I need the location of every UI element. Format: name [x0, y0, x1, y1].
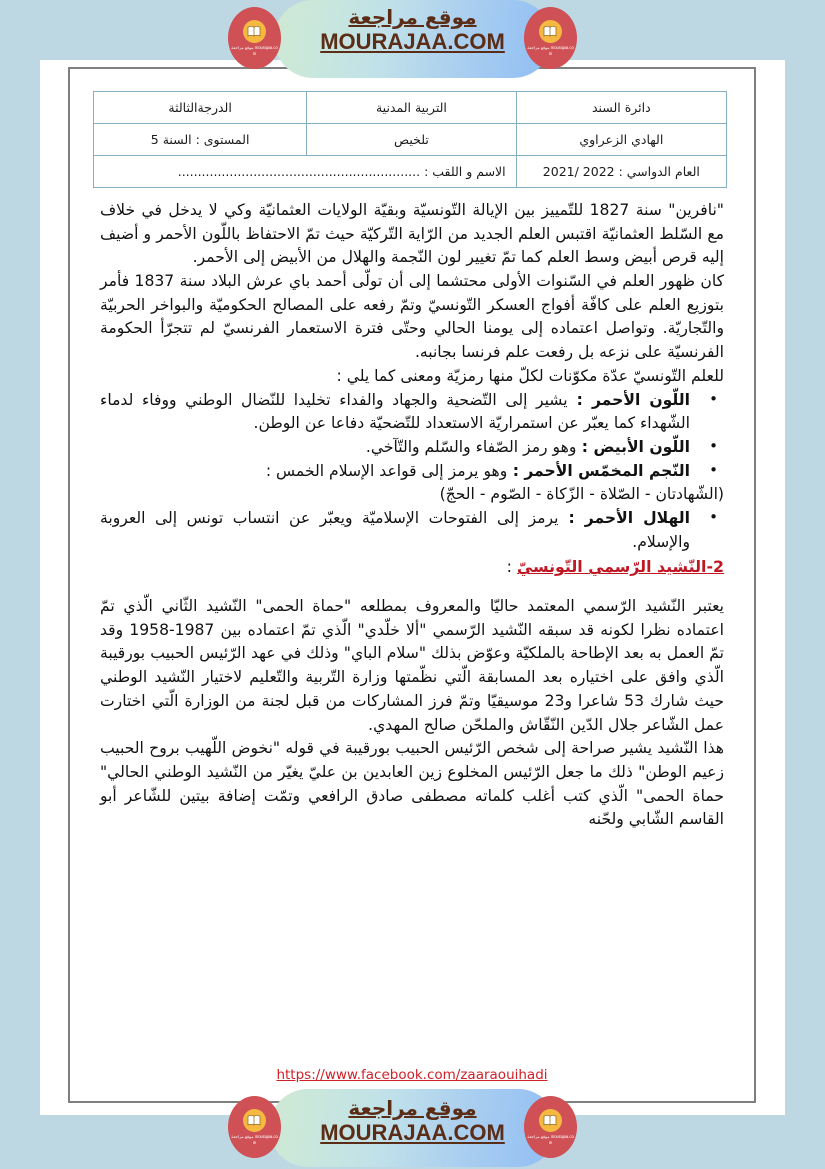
section-title: النّشيد الرّسمي التّونسيّ	[517, 557, 707, 577]
banner-wordmark	[263, 6, 563, 55]
top-branding-banner	[0, 0, 825, 78]
list-item	[100, 507, 724, 554]
banner-site-name: MOURAJAA.COM	[320, 1120, 505, 1146]
bullet-text-white-color: وهو رمز الصّفاء والسّلم والتّآخي.	[365, 437, 577, 456]
bullet-title-white-color: اللّون الأبيض	[593, 437, 690, 456]
bullet-separator: :	[507, 461, 525, 480]
document-body	[100, 199, 724, 832]
flag-symbolism-list	[100, 389, 724, 484]
logo-caption: موقع مراجعة mourajaa.com	[527, 1134, 574, 1145]
cell-degree: الدرجةالثالثة	[94, 92, 307, 124]
table-row	[94, 124, 727, 156]
paragraph-anthem-bourguiba: هذا النّشيد يشير صراحة إلى شخص الرّئيس الحبيب بورقيبة في قوله "نخوض اللّهيب بروح الحبيب زعيم الوطن" ذلك ما جعل الرّئيس المخلوع زين العابدين بن عليّ يغيّر من النّشيد الوطني الحالي" حماة الحمى" الّذي كتب أغلب كلماته مصطفى صادق الرافعي وتمّت إضافة بيتين للشّاعر أبو القاسم الشّابي ولحّنه	[100, 739, 724, 829]
bullet-title-red-crescent: الهلال الأحمر	[584, 508, 690, 527]
logo-caption: موقع مراجعة mourajaa.com	[231, 1134, 278, 1145]
cell-support-area: دائرة السند	[516, 92, 726, 124]
cell-school-year: العام الدواسي : 2022 /2021	[516, 156, 726, 188]
bullet-text-red-color: يشير إلى التّضحية والجهاد والفداء تخليدا للنّضال الوطني ووفاء لدماء الشّهداء كما يعبّر عن استمراريّة الاستعداد للتّضحيّة دفاعا عن الوطن.	[100, 390, 690, 433]
flag-symbolism-list-continued	[100, 507, 724, 554]
banner-arabic-label: موقع مراجعة	[348, 5, 477, 29]
cell-level: المستوى : السنة 5	[94, 124, 307, 156]
bullet-text-red-crescent: يرمز إلى الفتوحات الإسلاميّة ويعبّر عن انتساب تونس إلى العروبة والإسلام.	[100, 508, 690, 551]
book-icon	[539, 1109, 562, 1132]
table-row	[94, 92, 727, 124]
table-row	[94, 156, 727, 188]
banner-arabic-label: موقع مراجعة	[348, 1096, 477, 1120]
book-icon	[539, 20, 562, 43]
list-item	[100, 389, 724, 436]
bullet-title-red-star: النّجم المخمّس الأحمر	[524, 461, 690, 480]
banner-wordmark	[263, 1097, 563, 1146]
list-item	[100, 436, 724, 460]
paragraph-flag-history: كان ظهور العلم في السّنوات الأولى محتشما إلى أن تولّى أحمد باي عرش البلاد سنة 1837 فأمر بتوزيع العلم على كافّة أفواج العسكر التّونسيّ وتمّ رفعه على المصالح الحكوميّة والبواخر الحربيّة والتّجاريّة. وتواصل اعتماده إلى يومنا الحالي وحتّى فترة الاستعمار الفرنسيّ لم تتجرّأ الحكومة الفرنسيّة على نزعه بل رفعت علم فرنسا بجانبه.	[100, 272, 724, 362]
paragraph-five-pillars: (الشّهادتان - الصّلاة - الزّكاة - الصّوم - الحجّ)	[439, 485, 724, 504]
bullet-text-red-star: وهو يرمز إلى قواعد الإسلام الخمس :	[265, 461, 508, 480]
banner-site-name: MOURAJAA.COM	[320, 29, 505, 55]
cell-subject: التربية المدنية	[307, 92, 516, 124]
mourajaa-logo-left	[228, 7, 281, 69]
section-number: 2-	[706, 557, 724, 577]
cell-student-name-field: الاسم و اللقب : .............................................................	[94, 156, 517, 188]
logo-caption: موقع مراجعة mourajaa.com	[231, 45, 278, 56]
mourajaa-logo-right	[524, 7, 577, 69]
cell-teacher-name: الهادي الزعراوي	[516, 124, 726, 156]
list-item	[100, 460, 724, 484]
paragraph-flag-origin: "نافرين" سنة 1827 للتّمييز بين الإيالة التّونسيّة وبقيّة الولايات العثمانيّة وكي لا يدخل في خلاف مع السّلط العثمانيّة اقتبس العلم الجديد من الرّاية التّركيّة حيث تمّ الاحتفاظ باللّون الأحمر و أضيف إليه قرص أبيض وسط العلم كما تمّ تغيير لون النّجمة والهلال من الأبيض إلى الأحمر.	[100, 201, 724, 267]
paragraph-anthem-history: يعتبر النّشيد الرّسمي المعتمد حاليّا والمعروف بمطلعه "حماة الحمى" النّشيد الثّاني الّذي تمّ اعتماده نظرا لكونه قد سبقه النّشيد الرّسمي "ألا خلّدي" الّذي تمّ اعتماده بين 1987-1958 وقد تمّ العمل به بعد الإطاحة بالملكيّة وعوّض بذلك "سلام الباي" وذلك في عهد الرّئيس الحبيب بورقيبة الّذي وافق على اختياره بعد المسابقة الّتي نظّمتها وزارة التّربية والتّعليم لاختيار النّشيد الوطني حيث شارك 53 شاعرا و23 موسيقيّا وتمّ فرز المشاركات من قبل لجنة من الوزارة الّتي اختارت عمل الشّاعر جلال الدّين النّقّاش والملحّن صالح المهدي.	[100, 597, 724, 734]
document-sheet	[40, 60, 785, 1115]
section-heading-anthem	[100, 555, 724, 579]
bullet-separator: :	[576, 437, 594, 456]
section-suffix: :	[506, 557, 518, 577]
document-info-table	[93, 91, 727, 188]
mourajaa-logo-right	[524, 1096, 577, 1158]
bullet-separator: :	[567, 390, 592, 409]
book-icon	[243, 20, 266, 43]
cell-document-type: تلخيص	[307, 124, 516, 156]
mourajaa-logo-left	[228, 1096, 281, 1158]
bullet-separator: :	[558, 508, 585, 527]
bullet-title-red-color: اللّون الأحمر	[591, 390, 691, 409]
logo-caption: موقع مراجعة mourajaa.com	[527, 45, 574, 56]
bottom-branding-banner	[0, 1087, 825, 1169]
book-icon	[243, 1109, 266, 1132]
paragraph-flag-symbolism-intro: للعلم التّونسيّ عدّة مكوّنات لكلّ منها رمزيّة ومعنى كما يلي :	[336, 366, 724, 385]
facebook-page-link[interactable]: https://www.facebook.com/zaaraouihadi	[276, 1067, 548, 1083]
document-frame	[68, 67, 756, 1103]
